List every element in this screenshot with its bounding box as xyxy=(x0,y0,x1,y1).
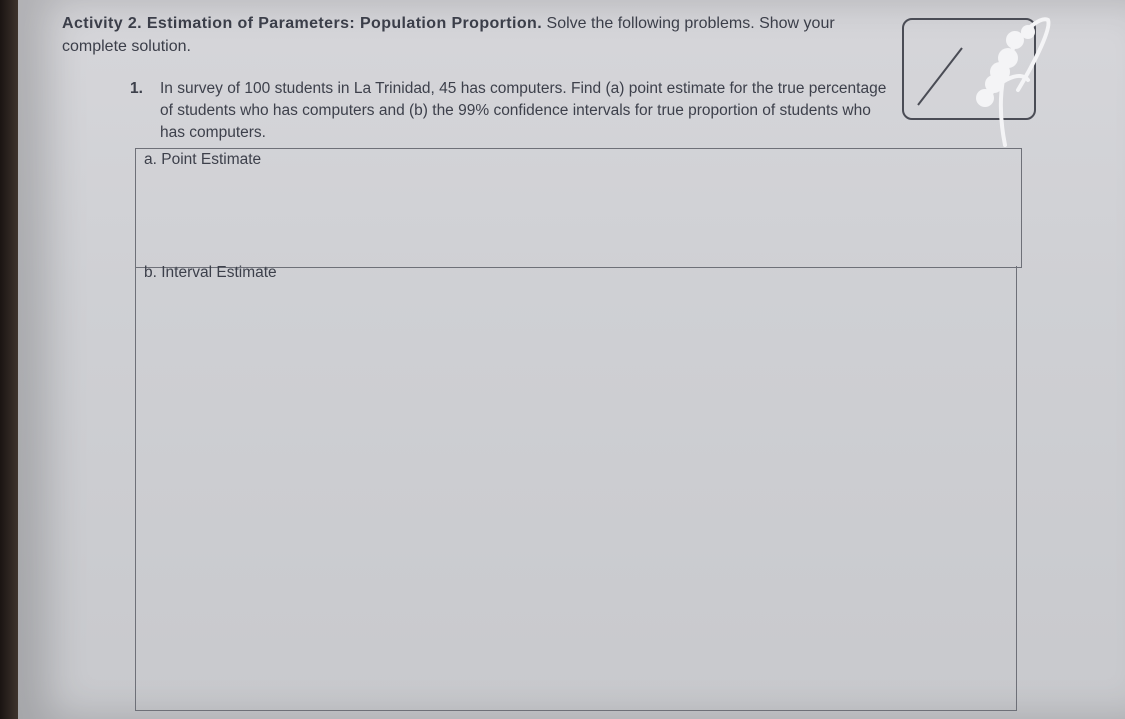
activity-title: Activity 2. Estimation of Parameters: Population Proportion. xyxy=(62,15,543,32)
interval-estimate-box[interactable] xyxy=(135,266,1017,711)
interval-estimate-label: b. Interval Estimate xyxy=(144,264,277,281)
activity-instruction: Solve the following problems. Show your complete solution. xyxy=(62,15,835,55)
question-text: In survey of 100 students in La Trinidad, 45 has computers. Find (a) point estimate for the true percentage of students who has computers and (b) the 99% confidence intervals for true proportion of students who has computers. xyxy=(160,80,887,141)
activity-header xyxy=(62,12,892,58)
signature-mark xyxy=(900,10,1060,150)
question-number: 1. xyxy=(130,80,143,97)
point-estimate-label: a. Point Estimate xyxy=(144,151,262,168)
point-estimate-box[interactable] xyxy=(135,148,1022,268)
